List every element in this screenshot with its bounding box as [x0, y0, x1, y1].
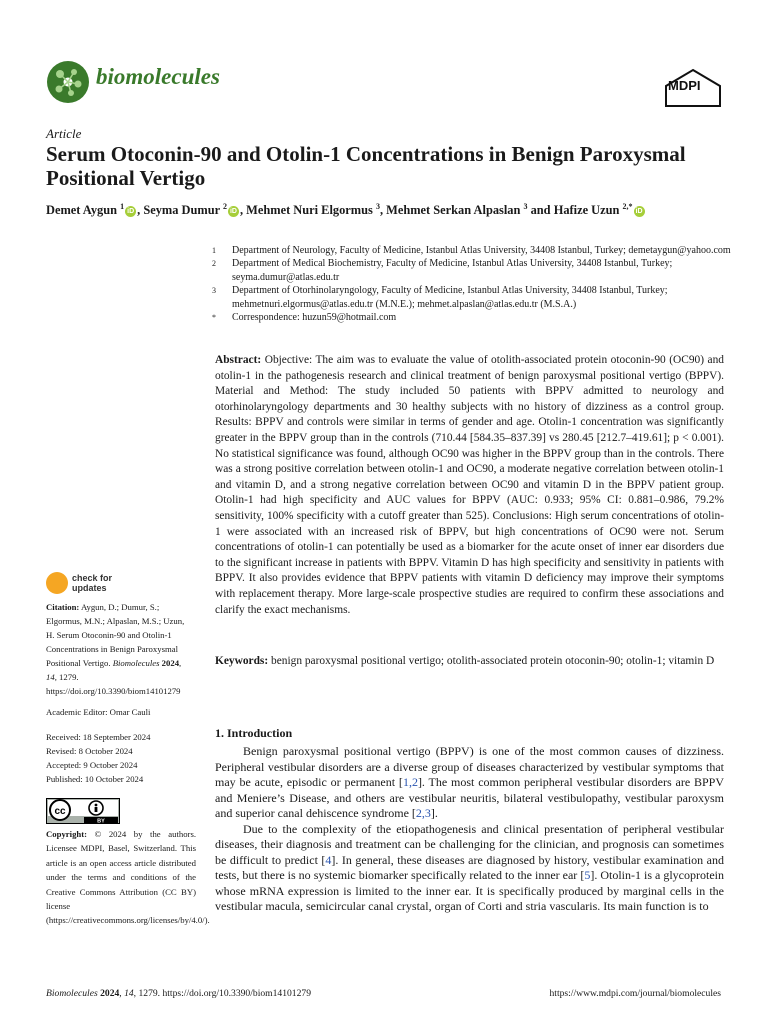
check-updates-line1: check for — [72, 573, 113, 583]
author-separator: , — [379, 203, 387, 218]
date-item: Revised: 8 October 2024 — [46, 746, 133, 756]
orcid-icon[interactable]: iD — [127, 207, 135, 215]
author-affiliation-marker: 2 — [222, 202, 227, 211]
orcid-icon[interactable]: iD — [229, 207, 237, 215]
footer-citation: Biomolecules 2024, 14, 1279. https://doi.org/10.3390/biom14101279 — [46, 988, 311, 999]
affiliation-item — [212, 284, 732, 311]
affiliation-number: 1 — [212, 246, 216, 255]
affiliation-number: 2 — [212, 259, 216, 269]
intro-paragraph-1: Benign paroxysmal positional vertigo (BPPV) is one of the most common causes of dizziness. Peripheral vestibular disorders are a diverse group of diseases characterized by vestibular symptoms that may be acute, episodic or permanent [1,2]. The most common peripheral vestibular disorders are BPPV and Meniere’s Disease, and others are vestibular neuritis, bilateral vestibulopathy, vestibular paroxysm and superior canal dehiscence syndrome [2,3]. — [215, 744, 724, 820]
author-affiliation-marker: 3 — [375, 202, 380, 211]
citation: Citation: Aygun, D.; Dumur, S.; Elgormus, M.N.; Alpaslan, M.S.; Uzun, H. Serum Otoconin-90 and Otolin-1 Concentrations in Benign Paroxysmal Positional Vertigo. Biomolecules 2024, 14, 1279. https://doi.org/10.3390/biom14101279 — [46, 602, 185, 696]
author-name: Mehmet Serkan Alpaslan — [386, 203, 521, 218]
footer-doi-link[interactable]: , 1279. https://doi.org/10.3390/biom14101279 — [133, 988, 311, 999]
author-name: Seyma Dumur — [143, 203, 220, 218]
author-separator: , — [239, 203, 247, 218]
citation-year: 2024 — [161, 658, 180, 668]
cc-by-license-icon[interactable] — [46, 798, 120, 824]
intro-paragraph-2: Due to the complexity of the etiopathogenesis and clinical presentation of peripheral vestibular diseases, their diagnosis and treatment can be challenging for the clinician, and prognosis can sometimes be difficult to predict [4]. In general, these diseases are diagnosed by history, vestibular examination and tests, but there is no systemic biomarker specifically related to the inner ear [5]. Otolin-1 is a glycoprotein whose mRNA expression is limited to the inner ear. It is specifically produced by marginal cells in the vestibular macula, semicircular canal crystal, organ of Corti and stria vascularis. Its main function is to — [215, 821, 725, 913]
affiliations — [212, 244, 732, 324]
check-for-updates-button[interactable] — [46, 572, 166, 596]
copyright-label: Copyright: — [46, 829, 88, 839]
affiliation-text: Department of Neurology, Faculty of Medicine, Istanbul Atlas University, 34408 Istanbul, Turkey; demetaygun@yahoo.com — [232, 245, 731, 256]
citation-text: Aygun, D.; Dumur, S.; Elgormus, M.N.; Alpaslan, M.S.; Uzun, H. Serum Otoconin-90 and Otolin-1 Concentrations in Benign Paroxysmal Positional Vertigo. — [46, 602, 185, 668]
author-affiliation-marker: 1 — [120, 202, 125, 211]
affiliation-text: Correspondence: huzun59@hotmail.com — [232, 312, 397, 324]
article-title: Serum Otoconin-90 and Otolin-1 Concentrations in Benign Paroxysmal Positional Vertigo — [46, 142, 686, 190]
citation-link[interactable]: 5 — [584, 868, 591, 882]
author-separator: , — [137, 203, 144, 218]
author-name: Hafize Uzun — [553, 203, 620, 218]
orcid-icon[interactable]: iD — [635, 207, 643, 215]
citation-label: Citation: — [46, 602, 80, 612]
check-updates-line2: updates — [72, 583, 107, 593]
journal-name[interactable]: biomolecules — [96, 64, 220, 89]
author-affiliation-marker: 2,* — [622, 202, 633, 211]
keywords-label: Keywords: — [215, 655, 269, 667]
keywords — [215, 654, 724, 670]
citation-link[interactable]: 4 — [325, 852, 332, 867]
abstract-label: Abstract: — [215, 354, 262, 366]
article-dates — [46, 730, 196, 786]
author-name: Demet Aygun — [46, 203, 118, 218]
date-item: Received: 18 September 2024 — [46, 732, 151, 742]
copyright-text: © 2024 by the authors. Licensee MDPI, Basel, Switzerland. This article is an open access article distributed under the terms and conditions of the Creative Commons Attribution (CC BY) license (https://creativecommons.org/licenses/by/4.0/). — [46, 829, 210, 926]
publisher-name: MDPI — [668, 78, 701, 93]
cc-label: BY — [97, 818, 105, 824]
affiliation-text: Department of Medical Biochemistry, Faculty of Medicine, Istanbul Atlas University, 34408 Istanbul, Turkey; seyma.dumur@atlas.edu.tr — [232, 258, 673, 283]
date-item: Published: 10 October 2024 — [46, 774, 144, 784]
check-updates-icon — [46, 572, 68, 594]
affiliation-item — [212, 257, 732, 284]
svg-text:cc: cc — [54, 806, 66, 817]
article-type: Article — [46, 126, 82, 141]
citation-doi[interactable]: , 1279. https://doi.org/10.3390/biom14101279 — [46, 672, 181, 696]
author-list — [46, 202, 736, 218]
affiliation-text: Department of Otorhinolaryngology, Faculty of Medicine, Istanbul Atlas University, 34408 Istanbul, Turkey; mehmetnuri.elgormus@atlas.edu.tr (M.N.E.); mehmet.alpaslan@atlas.edu.tr (M.S.A.) — [232, 285, 668, 310]
footer-journal-link[interactable]: https://www.mdpi.com/journal/biomolecules — [549, 988, 721, 999]
intro-heading: 1. Introduction — [215, 726, 293, 740]
intro-body — [215, 744, 724, 915]
author-separator: and — [527, 203, 554, 218]
journal-logo — [46, 60, 90, 104]
author-name: Mehmet Nuri Elgormus — [246, 203, 373, 218]
author-affiliation-marker: 3 — [523, 202, 528, 211]
keywords-text: benign paroxysmal positional vertigo; otolith-associated protein otoconin-90; otolin-1; vitamin D — [271, 655, 715, 667]
academic-editor: Academic Editor: Omar Cauli — [46, 707, 151, 717]
abstract — [215, 353, 724, 618]
affiliation-item — [212, 244, 732, 257]
affiliation-number: 3 — [212, 286, 216, 296]
citation-link[interactable]: 2,3 — [415, 806, 431, 820]
date-item: Accepted: 9 October 2024 — [46, 760, 138, 770]
affiliation-item — [212, 311, 732, 324]
citation-link[interactable]: 1,2 — [402, 775, 418, 789]
citation-volume: 14 — [46, 672, 55, 682]
affiliation-number: * — [212, 313, 216, 323]
abstract-text: Objective: The aim was to evaluate the value of otolith-associated protein otoconin-90 (OC90) and otolin-1 in the pathogenesis research and clinical treatment of benign paroxysmal positional vertigo (BPPV). Material and Method: The study included 50 patients with BPPV admitted to neurology and otorhinolaryngology departments and 30 healthy subjects with no history of dizziness as a control group. Results: BPPV and controls were similar in terms of gender and age. Otolin-1 concentration was significantly greater in the BPPV group than in the controls (710.44 [584.35–837.39] vs 280.45 [212.7–419.61]; p < 0.001). No statistical significance was found, although OC90 was higher in the BPPV group than in the controls. There was a strong positive correlation between otolin-1 and OC90, a moderate negative correlation between otolin-1 and vitamin D, and a strong negative correlation between OC90 and vitamin D in the BPPV patient group. Otolin-1 had high specificity and AUC values for BPPV (AUC: 0.933; 95% CI: 0.881–0.986, 79.2% sensitivity, 100% specificity with a cutoff greater than 525). Conclusions: High serum concentrations of otolin-1 were associated with an increased risk of BPPV, but high concentrations of OC90 were not. Serum concentrations of otolin-1 can potentially be used as a biomarker for the acute onset of inner ear disorders due to the significant increase in patients with BPPV. Vitamin D has high specificity and sensitivity in patients with BPPV. It also provides evidence that BPPV patients with vitamin D deficiency may improve their symptoms with replacement therapy. More large-scale prospective studies are required to confirm these associations and clarify the exact mechanisms. — [215, 354, 724, 616]
citation-journal: Biomolecules — [112, 658, 160, 668]
copyright — [46, 827, 210, 928]
